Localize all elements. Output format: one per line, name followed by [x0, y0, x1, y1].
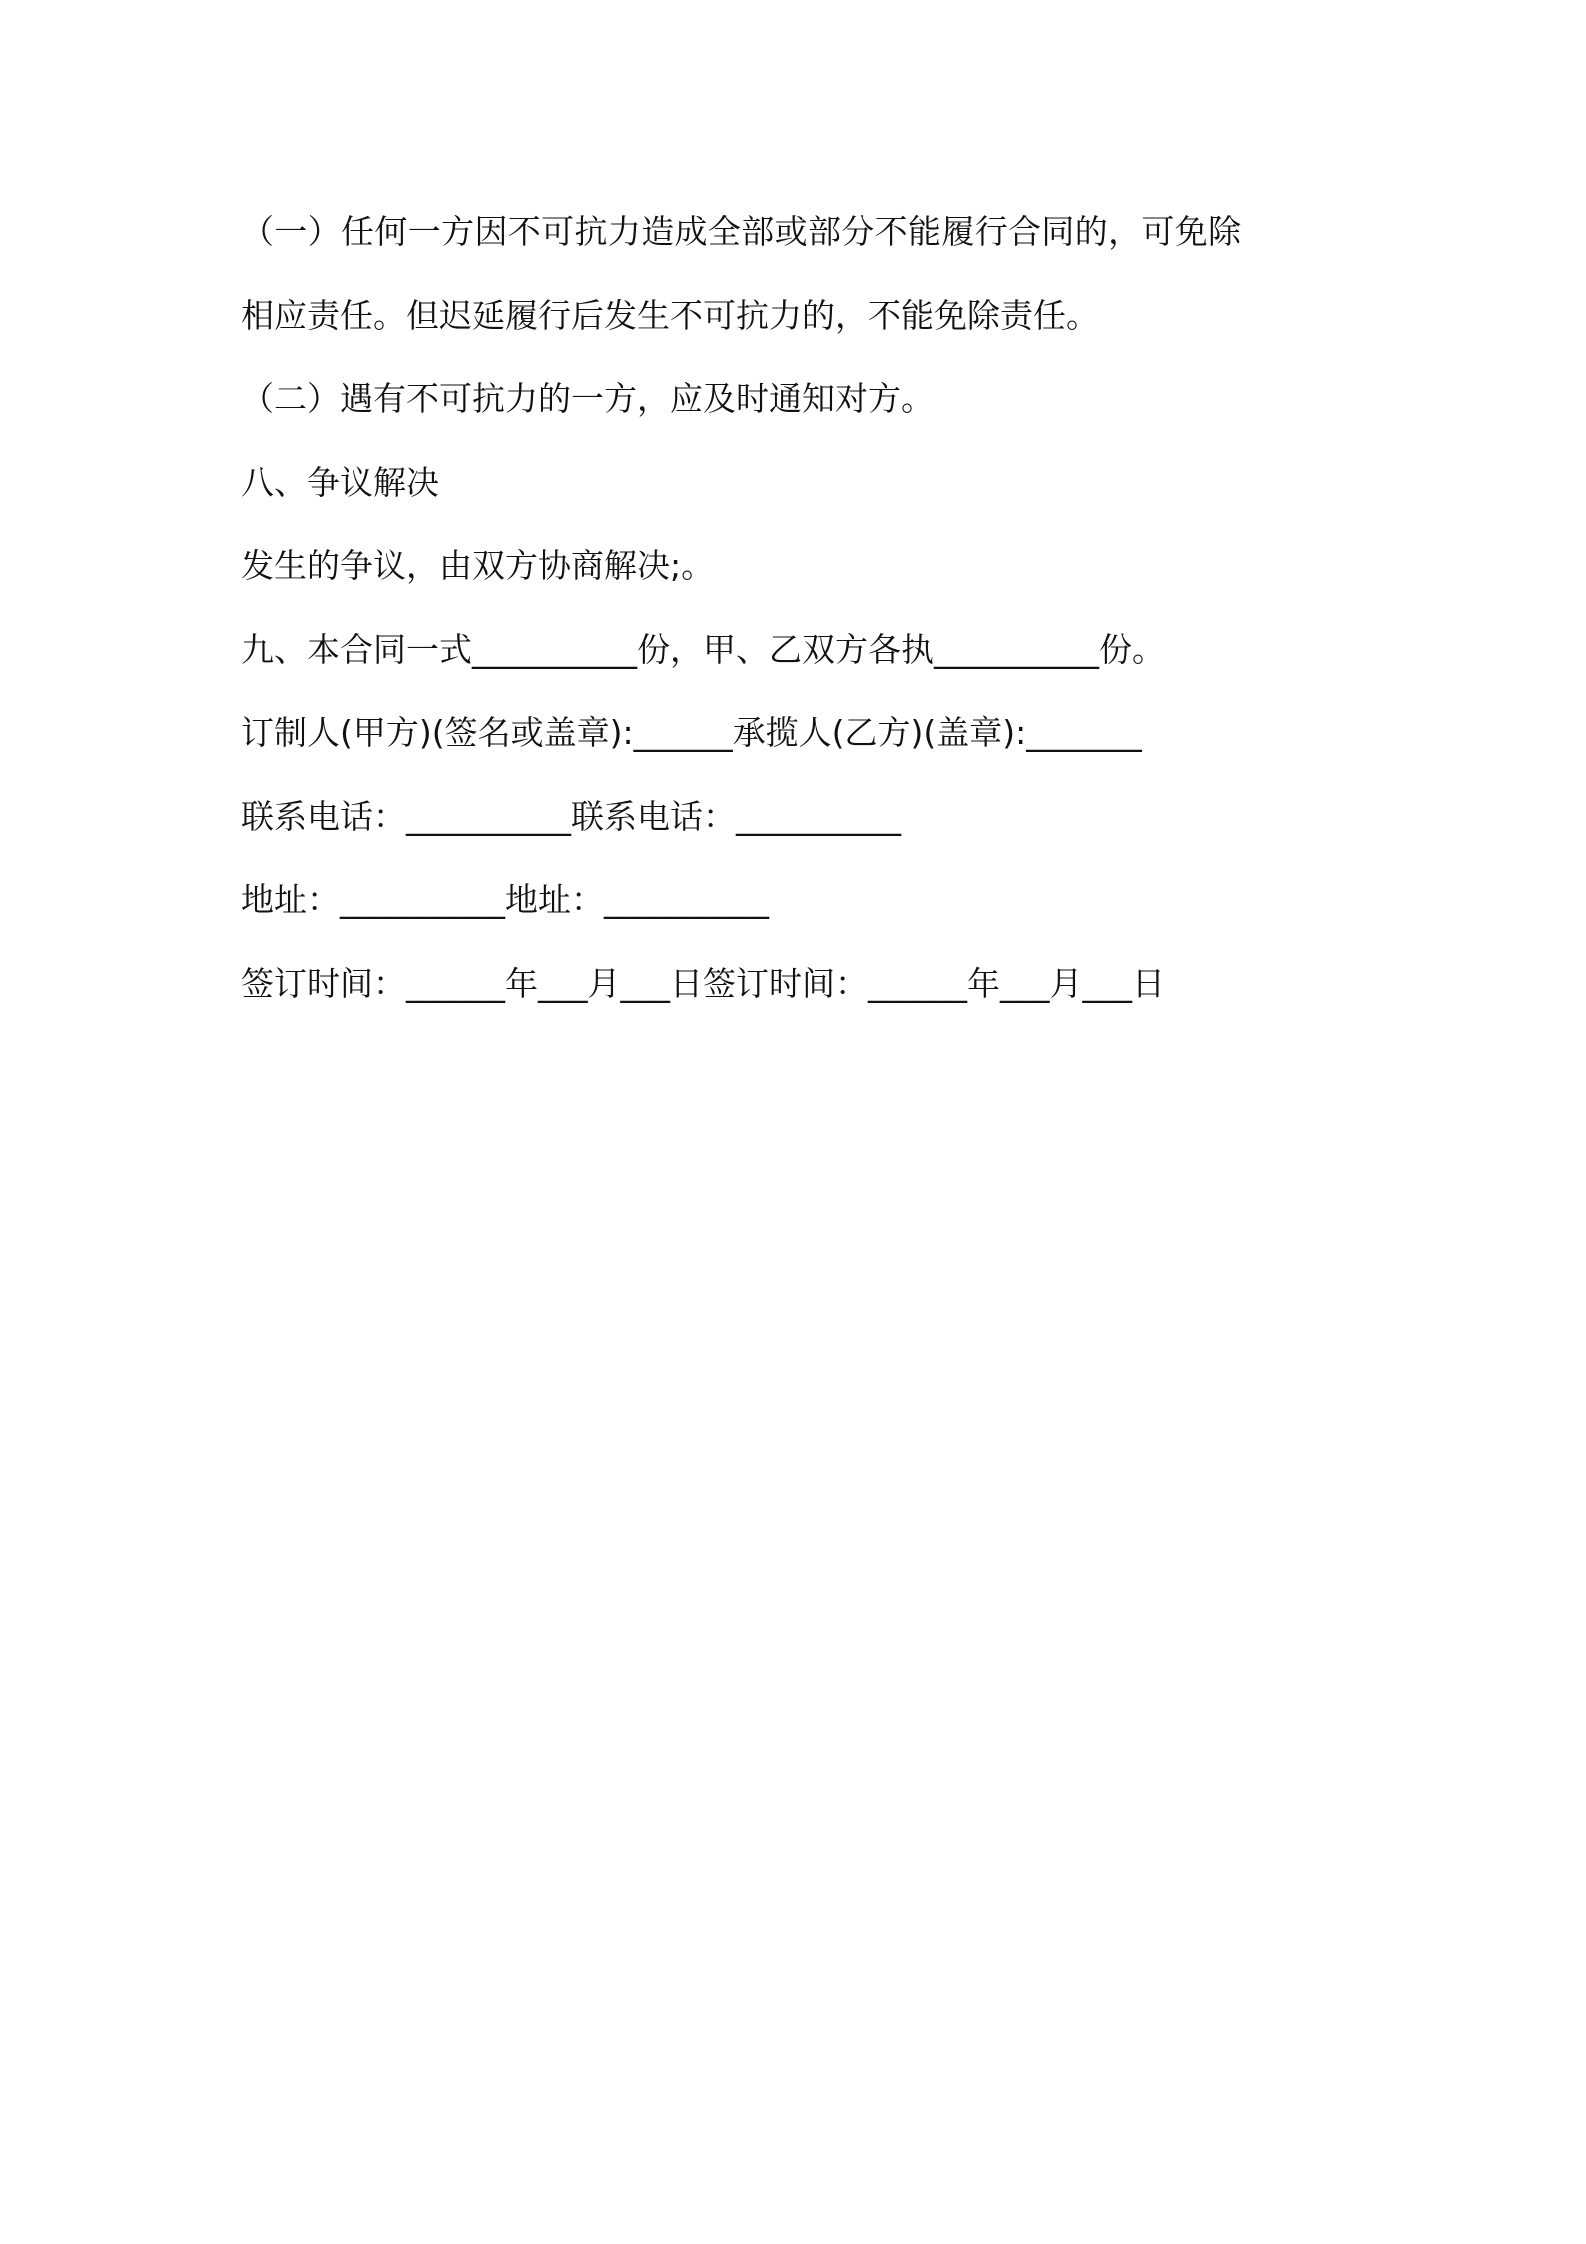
- address-line: 地址：__________地址：__________: [241, 880, 769, 919]
- section-heading-dispute-resolution: 八、争议解决: [241, 462, 439, 502]
- section-nine-copies: 九、本合同一式__________份，甲、乙双方各执__________份。: [241, 629, 1165, 669]
- force-majeure-clause-1-line-2: 相应责任。但迟延履行后发生不可抗力的，不能免除责任。: [241, 295, 1099, 335]
- signing-date-line: 签订时间：______年___月___日签订时间：______年___月___日: [241, 963, 1165, 1003]
- phone-line: 联系电话：__________联系电话：__________: [241, 796, 901, 836]
- dispute-resolution-text: 发生的争议，由双方协商解决;。: [241, 546, 715, 585]
- force-majeure-clause-2: （二）遇有不可抗力的一方，应及时通知对方。: [241, 379, 934, 418]
- force-majeure-clause-1-line-1: （一）任何一方因不可抗力造成全部或部分不能履行合同的，可免除: [241, 212, 1242, 251]
- document-body: [241, 196, 1361, 1031]
- signatory-line: 订制人(甲方)(签名或盖章):______承揽人(乙方)(盖章):_______: [241, 713, 1142, 752]
